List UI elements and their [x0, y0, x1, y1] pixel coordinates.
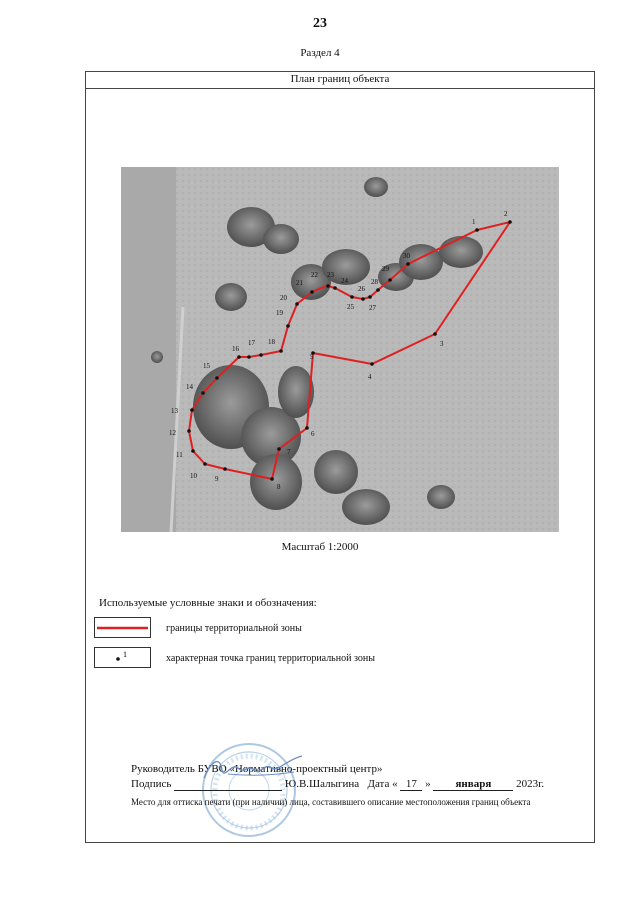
- svg-text:28: 28: [371, 278, 378, 286]
- svg-text:6: 6: [311, 430, 315, 438]
- svg-text:12: 12: [169, 429, 176, 437]
- head-line: Руководитель БУВО «Нормативно-проектный центр»: [131, 763, 383, 775]
- svg-text:4: 4: [368, 373, 372, 381]
- svg-text:25: 25: [347, 303, 354, 311]
- svg-text:30: 30: [403, 252, 410, 260]
- svg-text:26: 26: [358, 285, 365, 293]
- svg-text:24: 24: [341, 277, 348, 285]
- svg-text:11: 11: [176, 451, 183, 459]
- svg-text:19: 19: [276, 309, 283, 317]
- svg-text:22: 22: [311, 271, 318, 279]
- svg-text:5: 5: [310, 353, 314, 361]
- svg-text:8: 8: [277, 483, 281, 491]
- svg-text:17: 17: [248, 339, 255, 347]
- date-day: 17: [400, 778, 422, 791]
- map-scale: Масштаб 1:2000: [281, 541, 359, 553]
- point-dot-icon: [95, 648, 150, 667]
- svg-text:14: 14: [186, 383, 193, 391]
- page-number: 23: [313, 16, 327, 31]
- svg-text:2: 2: [504, 210, 508, 218]
- left-strip: [121, 167, 176, 532]
- svg-text:16: 16: [232, 345, 239, 353]
- svg-text:18: 18: [268, 338, 275, 346]
- date-month: января: [433, 778, 513, 791]
- handwritten-signature: [198, 752, 308, 786]
- svg-text:23: 23: [327, 271, 334, 279]
- date-sep: »: [425, 778, 431, 790]
- place-note: Место для оттиска печати (при наличии) лица, составившего описание местоположения границ объекта: [131, 797, 531, 807]
- svg-text:21: 21: [296, 279, 303, 287]
- svg-text:15: 15: [203, 362, 210, 370]
- svg-text:29: 29: [382, 265, 389, 273]
- legend-point-text: характерная точка границ территориальной зоны: [166, 653, 375, 664]
- plan-title: План границ объекта: [85, 71, 595, 89]
- date-year: 2023г.: [516, 778, 545, 790]
- legend-title: Используемые условные знаки и обозначения:: [99, 597, 317, 609]
- aerial-photo-map: [121, 167, 559, 532]
- sign-line: [131, 778, 544, 791]
- legend-line-text: границы территориальной зоны: [166, 623, 302, 634]
- legend-line-symbol: [94, 617, 151, 638]
- svg-text:1: 1: [123, 650, 127, 659]
- legend-point-symbol: [94, 647, 151, 668]
- signer-name: Ю.В.Шалыгина: [284, 778, 360, 790]
- svg-text:20: 20: [280, 294, 287, 302]
- svg-text:10: 10: [190, 472, 197, 480]
- svg-text:27: 27: [369, 304, 376, 312]
- red-line-icon: [95, 618, 150, 637]
- svg-text:9: 9: [215, 475, 219, 483]
- svg-text:1: 1: [472, 218, 476, 226]
- svg-text:3: 3: [440, 340, 444, 348]
- svg-text:7: 7: [287, 448, 291, 456]
- svg-text:13: 13: [171, 407, 178, 415]
- sign-label: Подпись: [131, 778, 172, 790]
- date-label: Дата «: [367, 778, 398, 790]
- section-label: Раздел 4: [300, 47, 340, 59]
